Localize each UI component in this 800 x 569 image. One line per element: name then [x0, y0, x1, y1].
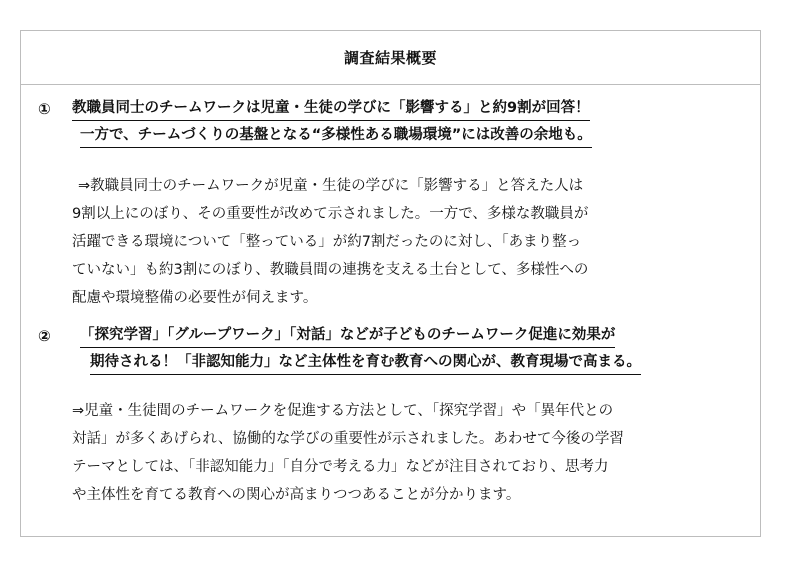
- section-1-marker: ①: [38, 100, 51, 118]
- section-2-marker: ②: [38, 327, 51, 345]
- section-2-heading-line-2: 期待される！「非認知能力」など主体性を育む教育への関心が、教育現場で高まる。: [90, 350, 641, 375]
- section-1-body-line-5: 配慮や環境整備の必要性が伺えます。: [72, 290, 318, 306]
- title-bar: [21, 31, 760, 85]
- section-1-body-line-4: ていない」も約3割にのぼり、教職員間の連携を支える土台として、多様性への: [72, 262, 589, 278]
- section-2-heading-line-1: 「探究学習」「グループワーク」「対話」などが子どものチームワーク促進に効果が: [80, 323, 615, 348]
- section-2-body-line-1: ⇒児童・生徒間のチームワークを促進する方法として、「探究学習」や「異年代との: [72, 403, 614, 419]
- section-1-body-line-3: 活躍できる環境について「整っている」が約7割だったのに対し、「あまり整っ: [72, 234, 582, 250]
- section-2-body: [72, 397, 624, 509]
- section-2-body-line-2: 対話」が多くあげられ、協働的な学びの重要性が示されました。あわせて今後の学習: [72, 431, 624, 447]
- section-2-heading: [80, 322, 641, 376]
- section-1-body: [72, 172, 588, 312]
- section-1-heading-line-2: 一方で、チームづくりの基盤となる“多様性ある職場環境”には改善の余地も。: [80, 123, 592, 148]
- section-2-body-line-4: や主体性を育てる教育への関心が高まりつつあることが分かります。: [72, 487, 521, 503]
- page-title: 調査結果概要: [343, 49, 437, 67]
- section-1-body-line-1: ⇒教職員同士のチームワークが児童・生徒の学びに「影響する」と答えた人は: [78, 178, 584, 194]
- section-1-body-line-2: 9割以上にのぼり、その重要性が改めて示されました。一方で、多様な教職員が: [72, 206, 589, 222]
- section-2-body-line-3: テーマとしては、「非認知能力」「自分で考える力」などが注目されており、思考力: [72, 459, 609, 475]
- section-1-heading-line-1: 教職員同士のチームワークは児童・生徒の学びに「影響する」と約9割が回答！: [72, 96, 590, 121]
- section-1-heading: [72, 95, 592, 149]
